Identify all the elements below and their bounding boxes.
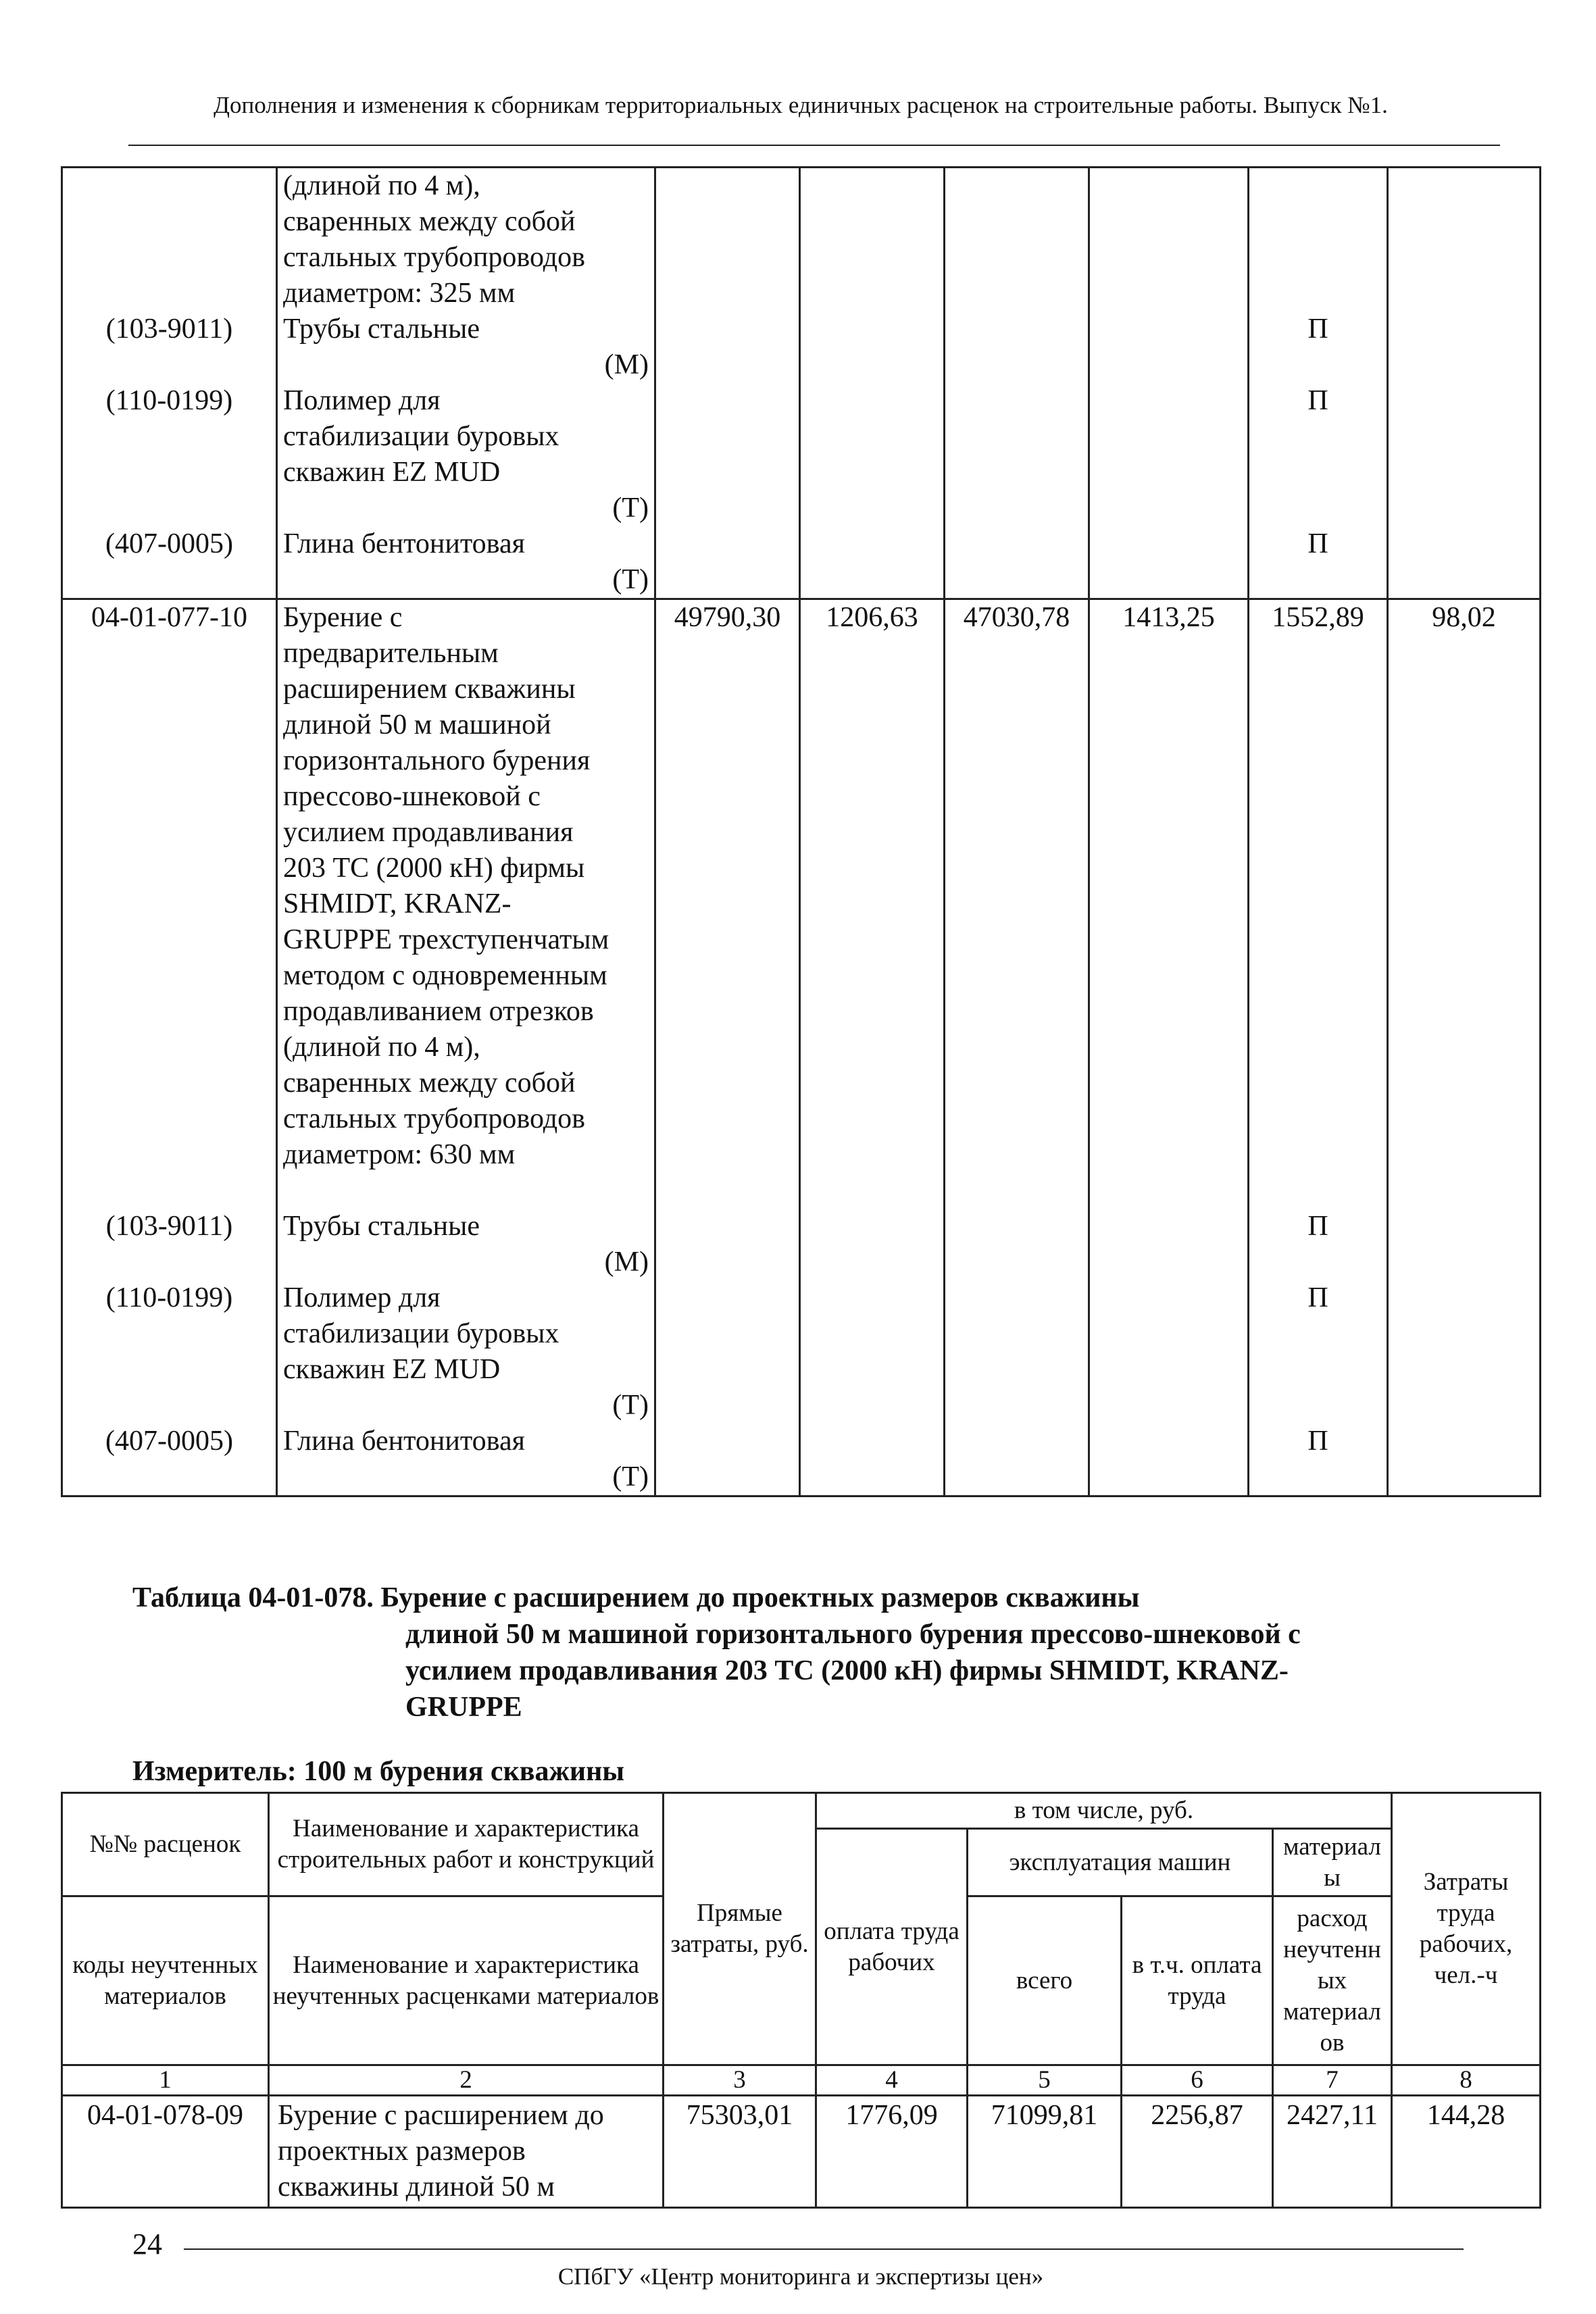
table-row xyxy=(62,599,1541,1209)
column-number: 4 xyxy=(816,2065,968,2096)
header-machines: эксплуатация машин xyxy=(968,1829,1273,1896)
labor-pay: 1776,09 xyxy=(816,2096,968,2208)
header-direct-costs: Прямые затраты, руб. xyxy=(664,1793,816,2065)
empty-cell xyxy=(800,168,945,312)
empty-cell xyxy=(655,1424,800,1496)
empty-cell xyxy=(945,1280,1089,1424)
rate-description xyxy=(277,599,655,1209)
material-row xyxy=(62,1280,1541,1424)
rate-description-line: усилием продавливания xyxy=(283,817,574,848)
material-name xyxy=(277,526,655,599)
material-code: (110-0199) xyxy=(62,1280,277,1424)
direct-costs: 75303,01 xyxy=(664,2096,816,2208)
rate-description-line: продавливанием отрезков xyxy=(283,996,594,1027)
empty-cell xyxy=(1089,1209,1249,1280)
column-number: 6 xyxy=(1122,2065,1273,2096)
rate-description-line: стальных трубопроводов xyxy=(283,242,585,273)
table-title xyxy=(132,1580,1443,1726)
column-number: 1 xyxy=(62,2065,269,2096)
empty-cell xyxy=(1089,383,1249,526)
empty-cell xyxy=(1089,526,1249,599)
machines-pay: 2256,87 xyxy=(1122,2096,1273,2208)
material-unit: (Т) xyxy=(612,493,649,524)
material-name xyxy=(277,1209,655,1280)
material-code: (110-0199) xyxy=(62,383,277,526)
rate-description-line: горизонтального бурения xyxy=(283,745,591,776)
material-unit: (М) xyxy=(604,1247,649,1278)
empty-cell xyxy=(800,383,945,526)
table-title-line: усилием продавливания 203 ТС (2000 кН) фирмы SHMIDT, KRANZ- xyxy=(405,1655,1289,1686)
labor-hours: 144,28 xyxy=(1392,2096,1541,2208)
material-row xyxy=(62,383,1541,526)
page-number: 24 xyxy=(132,2228,162,2261)
empty-cell xyxy=(945,311,1089,383)
header-material-names: Наименование и характеристика неучтенных расценками материалов xyxy=(269,1896,664,2065)
material-name-line: Трубы стальные xyxy=(283,1211,480,1242)
empty-cell xyxy=(655,526,800,599)
material-row xyxy=(62,311,1541,383)
header-machines-pay: в т.ч. оплата труда xyxy=(1122,1896,1273,2065)
empty-cell xyxy=(1089,1280,1249,1424)
material-unit: (Т) xyxy=(612,1390,649,1421)
empty-cell xyxy=(800,1209,945,1280)
labor-pay: 1206,63 xyxy=(800,599,945,1209)
labor-hours: 98,02 xyxy=(1388,599,1541,1209)
rate-description-line: прессово-шнековой с xyxy=(283,781,541,812)
header-labor-pay: оплата труда рабочих xyxy=(816,1829,968,2065)
empty-cell xyxy=(62,168,277,312)
table-title-line: Таблица 04-01-078. Бурение с расширением до проектных размеров скважины xyxy=(132,1582,1140,1613)
rate-description-line: диаметром: 630 мм xyxy=(283,1139,516,1170)
material-name xyxy=(277,383,655,526)
empty-cell xyxy=(800,311,945,383)
rate-description-line: (длиной по 4 м), xyxy=(283,1032,480,1063)
empty-cell xyxy=(945,168,1089,312)
material-mark: П xyxy=(1249,526,1388,599)
material-code: (407-0005) xyxy=(62,1424,277,1496)
empty-cell xyxy=(945,1424,1089,1496)
header-material-codes: коды неучтенных материалов xyxy=(62,1896,269,2065)
header-in-total: в том числе, руб. xyxy=(816,1793,1392,1829)
header-materials: материал ы xyxy=(1273,1829,1392,1896)
material-name-line: Полимер для xyxy=(283,1282,441,1313)
rate-description-line: SHMIDT, KRANZ- xyxy=(283,888,512,920)
footer-org: СПбГУ «Центр мониторинга и экспертизы цен» xyxy=(557,2263,1044,2290)
rate-code: 04-01-077-10 xyxy=(62,599,277,1209)
column-number: 3 xyxy=(664,2065,816,2096)
material-code: (103-9011) xyxy=(62,1209,277,1280)
column-number: 2 xyxy=(269,2065,664,2096)
empty-cell xyxy=(655,383,800,526)
header-materials-usage: расход неучтенн ых материал ов xyxy=(1273,1896,1392,2065)
header-work-name: Наименование и характеристика строительных работ и конструкций xyxy=(269,1793,664,1896)
machines-total: 47030,78 xyxy=(945,599,1089,1209)
rate-description-line: Бурение с xyxy=(283,602,403,633)
rate-description-line: стальных трубопроводов xyxy=(283,1103,585,1134)
material-name-line: стабилизации буровых xyxy=(283,1318,559,1349)
material-unit: (М) xyxy=(604,349,649,380)
material-unit: (Т) xyxy=(612,1461,649,1492)
material-row xyxy=(62,1209,1541,1280)
materials-cost: 1552,89 xyxy=(1249,599,1388,1209)
machines-pay: 1413,25 xyxy=(1089,599,1249,1209)
rate-description xyxy=(277,168,655,312)
rate-description-line: (длиной по 4 м), xyxy=(283,170,480,201)
rate-description-line: диаметром: 325 мм xyxy=(283,278,516,309)
empty-cell xyxy=(1089,1424,1249,1496)
column-number: 5 xyxy=(968,2065,1122,2096)
empty-cell xyxy=(800,526,945,599)
column-number: 8 xyxy=(1392,2065,1541,2096)
material-mark: П xyxy=(1249,383,1388,526)
empty-cell xyxy=(1388,526,1541,599)
material-code: (103-9011) xyxy=(62,311,277,383)
material-name-line: Глина бентонитовая xyxy=(283,1426,525,1457)
material-name-line: скважин EZ MUD xyxy=(283,457,501,488)
rate-description-line: GRUPPE трехступенчатым xyxy=(283,924,609,955)
header-labor-hours: Затраты труда рабочих, чел.-ч xyxy=(1392,1793,1541,2065)
table-title-line: GRUPPE xyxy=(405,1692,522,1723)
empty-cell xyxy=(655,1209,800,1280)
empty-cell xyxy=(800,1424,945,1496)
rate-description-line: скважины длиной 50 м xyxy=(278,2171,555,2203)
rates-table-continued xyxy=(61,166,1541,1497)
table-row xyxy=(62,2096,1541,2208)
material-row xyxy=(62,1424,1541,1496)
empty-cell xyxy=(1388,311,1541,383)
material-name xyxy=(277,1280,655,1424)
rate-description-line: длиной 50 м машиной xyxy=(283,709,551,740)
rate-description-line: методом с одновременным xyxy=(283,960,607,991)
column-number: 7 xyxy=(1273,2065,1392,2096)
machines-total: 71099,81 xyxy=(968,2096,1122,2208)
rate-description-line: расширением скважины xyxy=(283,674,576,705)
material-mark: П xyxy=(1249,311,1388,383)
material-code: (407-0005) xyxy=(62,526,277,599)
material-name-line: Трубы стальные xyxy=(283,313,480,345)
header-machines-total: всего xyxy=(968,1896,1122,2065)
material-name xyxy=(277,1424,655,1496)
material-mark: П xyxy=(1249,1280,1388,1424)
material-name xyxy=(277,311,655,383)
empty-cell xyxy=(800,1280,945,1424)
empty-cell xyxy=(1388,1424,1541,1496)
empty-cell xyxy=(1089,311,1249,383)
material-mark: П xyxy=(1249,1424,1388,1496)
empty-cell xyxy=(945,383,1089,526)
empty-cell xyxy=(655,168,800,312)
empty-cell xyxy=(1249,168,1388,312)
footer-rule xyxy=(184,2248,1464,2250)
material-name-line: скважин EZ MUD xyxy=(283,1354,501,1385)
empty-cell xyxy=(1388,1280,1541,1424)
rate-description-line: 203 ТС (2000 кН) фирмы xyxy=(283,853,585,884)
rates-table xyxy=(61,1792,1541,2209)
material-name-line: Полимер для xyxy=(283,385,441,416)
materials-cost: 2427,11 xyxy=(1273,2096,1392,2208)
material-row xyxy=(62,526,1541,599)
direct-costs: 49790,30 xyxy=(655,599,800,1209)
measure-unit: Измеритель: 100 м бурения скважины xyxy=(132,1756,625,1787)
table-title-line: длиной 50 м машиной горизонтального бурения прессово-шнековой с xyxy=(405,1619,1301,1650)
empty-cell xyxy=(1388,168,1541,312)
material-unit: (Т) xyxy=(612,564,649,595)
rate-description-line: Бурение с расширением до xyxy=(278,2100,604,2131)
empty-cell xyxy=(945,526,1089,599)
rate-description-line: проектных размеров xyxy=(278,2136,526,2167)
material-mark: П xyxy=(1249,1209,1388,1280)
rate-code: 04-01-078-09 xyxy=(62,2096,269,2208)
empty-cell xyxy=(1089,168,1249,312)
rate-description-line: сваренных между собой xyxy=(283,206,576,237)
header-rate-number: №№ расценок xyxy=(62,1793,269,1896)
rate-description-line: предварительным xyxy=(283,638,499,669)
material-name-line: стабилизации буровых xyxy=(283,421,559,452)
empty-cell xyxy=(945,1209,1089,1280)
rate-description xyxy=(269,2096,664,2208)
empty-cell xyxy=(655,311,800,383)
rate-description-line: сваренных между собой xyxy=(283,1067,576,1099)
material-name-line: Глина бентонитовая xyxy=(283,528,525,559)
table-row xyxy=(62,168,1541,312)
empty-cell xyxy=(655,1280,800,1424)
header-rule xyxy=(128,145,1500,146)
empty-cell xyxy=(1388,1209,1541,1280)
empty-cell xyxy=(1388,383,1541,526)
page-header: Дополнения и изменения к сборникам территориальных единичных расценок на строительные работы. Выпуск №1. xyxy=(214,92,1388,118)
